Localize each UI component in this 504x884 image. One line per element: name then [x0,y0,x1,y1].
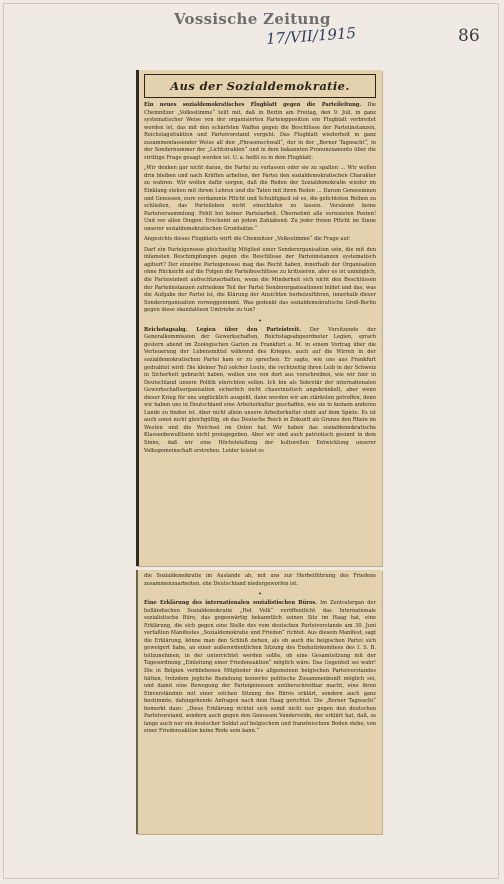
newspaper-stamp: Vossische Zeitung [174,10,331,28]
paragraph-continuation: die Sozialdemokratie im Auslande ab, mit uns zur Herbeiführung des Friedens zusammenzuarbeiten, ehe Deutschland niedergeworfen ist. [144,573,376,587]
paragraph-quote: „Wir denken gar nicht daran, die Partei zu verlassen oder sie zu spalten ... Wir wollen drin bleiben und nach Kräften arbeiten, der Partei den sozialdemokratischen Charakter zu wahren. Wir wollen dafür sorgen, daß die Reden der Sozialdemokratie wieder im Einklang stehen mit ihrem Lehren und die Taten mit ihren Reden ... Darum Genossinnen und Genossen, eure verdammte Pflicht und Schuldigkeit ist es, die gelichteten Reihen zu schließen, das Parteileben nicht einschlafen zu lassen. Versäumt keine Parteiversammlung. Fehlt bei keiner Parteiarbeit. Übernehmt alle verwaisten Posten! Und vor allen Dingen: Erscheint an jedem Zahlabend. Zu jeder freien Pflicht im Sinne unserer sozialdemokratischen Grundsätze.“ [144,165,376,232]
paragraph-body-legien: Der Vorsitzende der Generalkommission der Gewerkschaften, Reichstagsabgeordneter Legien, sprach gestern abend im Zoologischen Garten zu Frankfurt a. M. in einem Vortrag über die Verteuerung der Lebensmittel während des Krieges, auch auf die Wirren in der sozialdemokratischen Partei kam er zu sprechen. Er sagte, wie uns aus Frankfurt gedrahtet wird: Die kleiner Teil solcher Leute, die rechtzeitig ihren Leib in der Schweiz in Sicherheit gebracht haben, wollen uns von dort aus vorschreiben, wie wir hier in Deutschland unsere Politik einrichten sollen. Ich bin als Sekretär der internationalen Gewerkschaftsorganisation sicherlich nicht chauvinistisch angekränkelt, aber wenn dieser Krieg für uns unglücklich ausgeht, dann werden wir am stärksten getroffen, denn wir haben uns in Deutschland eine Arbeiterkultur geschaffen, wie sie in keinem anderen Lande zu finden ist. Aber nicht allein unsere Arbeiterkultur steht auf dem Spiele. Es ist auch sonst nicht gleichgültig, ob das Deutsche Reich in Zukunft als Grenze den Rhein im Westen und die Weichsel im Osten hat. Wir haben das sozialdemokratische Klassenbewußtsein nicht preisgegeben. Aber wir sind auch patriotisch gesinnt in dem Sinne, daß wir eine Höchststellung der kulturellen Entwicklung unserer Volksgemeinschaft erstreben. Leider leistet es [144,326,377,454]
paragraph-bureau [144,600,376,736]
newspaper-clipping-upper [136,70,382,566]
paragraph-lead-bureau: Eine Erklärung des internationalen sozialistischen Büros. [144,600,318,607]
newspaper-clipping-lower [136,570,382,834]
page-number: 86 [458,26,480,46]
clipping-edge [136,570,138,834]
paragraph-question-intro: Angesichts dieses Flugblatts wirft die Chemnitzer „Volksstimme“ die Frage auf: [144,236,351,243]
paragraph-lead-legien: Reichstagsabg. Legien über den Parteistreit. [144,326,301,333]
paragraph-body-flugblatt: Die Chemnitzer „Volksstimme“ teilt mit, daß in Berlin am Freitag, den 9. Juli, in ganz systematischer Weise von der organisierten Parteiopposition ein Flugblatt verbreitet worden ist, das mit den schärfsten Waffen gegen die Beschlüsse der Parteiinstanzen, Reichstagsfraktion und Parteivorstand vorgeht. Das Flugblatt wiederholt in ganz zusammenfassender Weise all den „Phrasenschwall“, der in der „Berner Tagwacht“, in der Sondernummer der „Lichtstrahlen“ und in dem bekannten Pronunziamento über die strittige Frage gesagt worden ist. U. a. heißt es in dem Flugblatt: [144,102,377,161]
clipping-dark-edge [136,70,139,566]
headline-box [144,74,376,98]
paragraph-flugblatt [144,102,376,162]
handwritten-date: 17/VII/1915 [265,23,357,49]
paragraph-legien [144,327,376,455]
paragraph-question: Darf ein Parteigenosse gleichzeitig Mitglied einer Sonderorganisation sein, die mit den infamsten Beschimpfungen gegen die Beschlüsse der Parteiinstanzen systematisch agitiert? Der einzelne Parteigenosse mag das Recht haben, innerhalb der Organisation ohne Rücksicht auf die Folgen die Parteibeschlüsse zu kritisieren, aber es ist unmöglich, die Parteieinheit aufrechtzuerhalten, wenn die Minderheit sich nicht den Beschlüssen der Parteiinstanzen zufriedene Teil der Partei Sonderorganisationen bildet und das, was die Aufgabe der Partei ist, die Klärung der Ansichten herbeizuführen, innerhalb dieser Sonderorganisation vorweggenimmt. Was gedenkt das sozialdemokratische Groß-Berlin gegen diese skandalösen Umtriebe zu tun? [144,246,376,314]
paragraph-lead-flugblatt: Ein neues sozialdemokratisches Flugblatt gegen die Parteileitung. [144,102,362,108]
paragraph-body-bureau: Im Zentralorgan der holländischen Sozialdemokratie „Het Volk“ veröffentlicht das Internationale sozialistische Büro, das gegenwärtig bekanntlich seinen Sitz im Haag hat, eine Erklärung, die sich gegen eine Stelle des vom deutschen Parteivorstande am 30. Juni verfaßten Manifestes „Sozialdemokratie und Frieden“ richtet. Aus diesem Manifest, sagt die Erklärung, könne man den Schluß ziehen, als ob auch die belgischen Partei sich geweigert habe, an einer außerordentlichen Sitzung des Exekutivkomitees des I. S. B. teilzunehmen, in der unterrichtet werden sollte, ob eine Gesamtsitzung mit der Tagesordnung „Einleitung einer Friedensaktion“ möglich wäre. Das Gegenteil sei wahr! Die in Belgien verbliebenen Mitglieder des allgemeinen belgischen Parteivorstandes hätten, trotzdem jegliche Beziehung keinerlei politische Zusammenkunft möglich sei, und damit eine Bewegung der Parteigenossen unüberschreitbar macht, eine ihren Einverständnis mit einer solchen Sitzung des Büros erklärt, sondern auch ganz bestimmte, dahingehende Anfragen nach dem Haag gerichtet. Die „Berner Tagwacht“ bemerkt dazu: „Diese Erklärung richtet sich somit nicht nur gegen den deutschen Parteivorstand, sondern auch gegen den Genossen Vandervelde, der erklärt hat, daß, so lange auch nur ein deutscher Soldat auf belgischem und französischem Boden stehe, von einer Friedensaktion keine Rede sein kann.“ [144,600,377,735]
section-divider-2: • [258,591,262,599]
section-divider: • [258,317,262,325]
article-headline: Aus der Sozialdemokratie. [170,79,350,93]
